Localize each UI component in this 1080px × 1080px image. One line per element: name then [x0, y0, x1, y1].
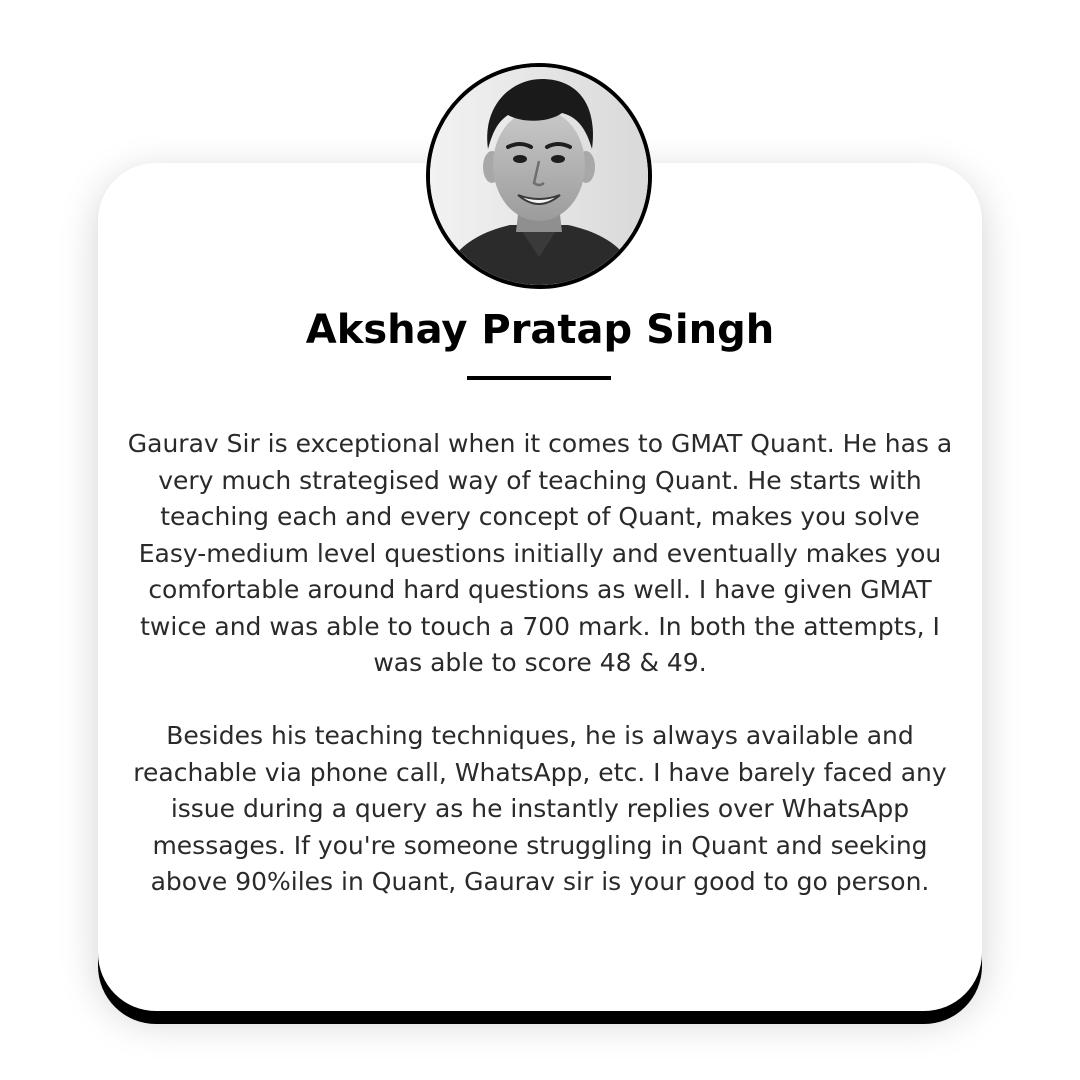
portrait-photo-icon — [430, 67, 648, 285]
person-name: Akshay Pratap Singh — [305, 307, 775, 353]
title-divider — [467, 376, 611, 380]
testimonial-paragraph-2: Besides his teaching techniques, he is always available and reachable via phone call, WhatsApp, etc. I have barely faced any issue during a query as he instantly replies over WhatsApp messages. If you're someone struggling in Quant and seeking above 90%iles in Quant, Gaurav sir is your good to go person. — [133, 721, 947, 896]
testimonial-paragraph-1: Gaurav Sir is exceptional when it comes to GMAT Quant. He has a very much strategised way of teaching Quant. He starts with teaching each and every concept of Quant, makes you solve Easy-medium level questions initially and eventually makes you comfortable around hard questions as well. I have given GMAT twice and was able to touch a 700 mark. In both the attempts, I was able to score 48 & 49. — [127, 429, 953, 677]
testimonial-text — [124, 426, 956, 901]
avatar — [426, 63, 652, 289]
